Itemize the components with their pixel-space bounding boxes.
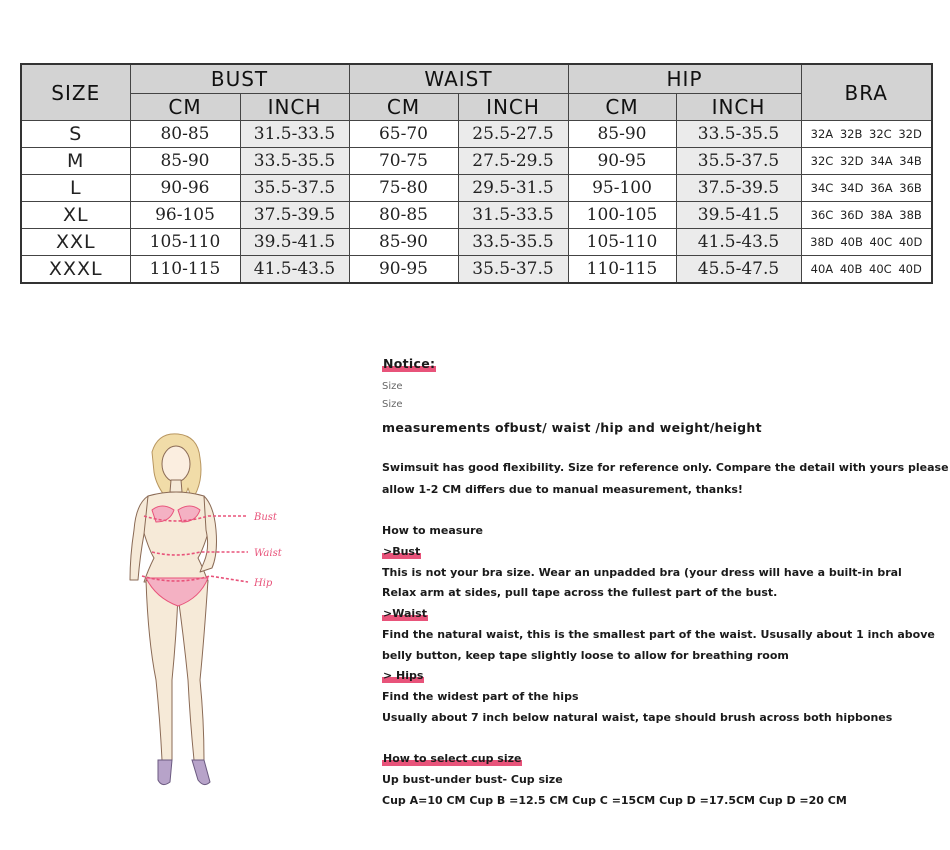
hips-heading: > Hips [383,669,424,682]
waist-inch-cell: 27.5-29.5 [458,148,568,175]
bust-cm-cell: 96-105 [130,202,240,229]
flexibility-line-1: Swimsuit has good flexibility. Size for reference only. Compare the detail with yours please [382,461,949,474]
notice-title-line [382,356,436,371]
bust-inch-cell: 33.5-35.5 [240,148,349,175]
bust-cm-cell: 105-110 [130,229,240,256]
bust-line-1: This is not your bra size. Wear an unpadded bra (your dress will have a built-in bral [382,566,902,579]
bra-cell: 40A 40B 40C 40D [801,256,932,284]
hip-inch-cell: 35.5-37.5 [676,148,801,175]
bust-inch-cell: 31.5-33.5 [240,121,349,148]
size-cell: L [21,175,130,202]
bust-cm-header: CM [130,94,240,121]
waist-cm-header: CM [349,94,458,121]
size-cell: M [21,148,130,175]
waist-cm-cell: 85-90 [349,229,458,256]
flexibility-line-2: allow 1-2 CM differs due to manual measurement, thanks! [382,483,743,496]
waist-cm-cell: 90-95 [349,256,458,284]
cup-line-1: Up bust-under bust- Cup size [382,773,563,786]
bust-heading: >Bust [383,545,421,558]
cup-heading-line [382,752,522,765]
cup-line-2: Cup A=10 CM Cup B =12.5 CM Cup C =15CM Cup D =17.5CM Cup D =20 CM [382,794,847,807]
size-cell: XXL [21,229,130,256]
waist-cm-cell: 75-80 [349,175,458,202]
bust-cm-cell: 80-85 [130,121,240,148]
bust-heading-line [382,545,421,558]
bra-cell: 38D 40B 40C 40D [801,229,932,256]
bust-inch-cell: 35.5-37.5 [240,175,349,202]
hip-cm-cell: 100-105 [568,202,676,229]
size-header: SIZE [21,64,130,121]
bust-cm-cell: 110-115 [130,256,240,284]
waist-inch-cell: 25.5-27.5 [458,121,568,148]
hip-inch-cell: 41.5-43.5 [676,229,801,256]
hip-label: Hip [254,578,273,589]
waist-cm-cell: 80-85 [349,202,458,229]
bust-inch-cell: 41.5-43.5 [240,256,349,284]
notice-title: Notice: [383,356,436,371]
size-note-1: Size [382,381,403,392]
bust-cm-cell: 85-90 [130,148,240,175]
bust-label: Bust [254,512,277,523]
waist-label: Waist [254,548,282,559]
bra-cell: 32C 32D 34A 34B [801,148,932,175]
bust-cm-cell: 90-96 [130,175,240,202]
hip-cm-cell: 95-100 [568,175,676,202]
waist-line-2: belly button, keep tape slightly loose to allow for breathing room [382,649,789,662]
how-to-measure-heading: How to measure [382,524,484,537]
table-row [21,202,932,229]
size-cell: XXXL [21,256,130,284]
hip-cm-cell: 105-110 [568,229,676,256]
hip-inch-header: INCH [676,94,801,121]
waist-heading: >Waist [383,607,427,620]
size-note-2: Size [382,399,403,410]
hips-heading-line [382,669,424,682]
bust-header: BUST [130,64,349,94]
bra-header: BRA [801,64,932,121]
hip-cm-cell: 90-95 [568,148,676,175]
size-chart-table [20,63,933,284]
bra-cell: 34C 34D 36A 36B [801,175,932,202]
waist-cm-cell: 65-70 [349,121,458,148]
hips-line-2: Usually about 7 inch below natural waist, tape should brush across both hipbones [382,711,893,724]
hip-header: HIP [568,64,801,94]
bust-inch-header: INCH [240,94,349,121]
waist-line-1: Find the natural waist, this is the smallest part of the waist. Ususally about 1 inch above [382,628,935,641]
waist-cm-cell: 70-75 [349,148,458,175]
hip-cm-cell: 110-115 [568,256,676,284]
body-measurement-figure [100,430,300,800]
hip-inch-cell: 33.5-35.5 [676,121,801,148]
bust-inch-cell: 37.5-39.5 [240,202,349,229]
hip-cm-cell: 85-90 [568,121,676,148]
bust-inch-cell: 39.5-41.5 [240,229,349,256]
hips-line-1: Find the widest part of the hips [382,690,579,703]
hip-inch-cell: 45.5-47.5 [676,256,801,284]
waist-heading-line [382,607,428,620]
hip-inch-cell: 39.5-41.5 [676,202,801,229]
hip-inch-cell: 37.5-39.5 [676,175,801,202]
waist-inch-cell: 29.5-31.5 [458,175,568,202]
waist-inch-header: INCH [458,94,568,121]
size-cell: XL [21,202,130,229]
bust-line-2: Relax arm at sides, pull tape across the fullest part of the bust. [382,586,778,599]
hip-cm-header: CM [568,94,676,121]
size-cell: S [21,121,130,148]
waist-inch-cell: 31.5-33.5 [458,202,568,229]
measurements-heading: measurements ofbust/ waist /hip and weight/height [382,420,762,435]
waist-inch-cell: 35.5-37.5 [458,256,568,284]
table-row [21,148,932,175]
table-row [21,229,932,256]
bra-cell: 36C 36D 38A 38B [801,202,932,229]
table-row [21,175,932,202]
cup-heading: How to select cup size [383,752,522,765]
bra-cell: 32A 32B 32C 32D [801,121,932,148]
waist-header: WAIST [349,64,568,94]
table-row [21,121,932,148]
waist-inch-cell: 33.5-35.5 [458,229,568,256]
table-row [21,256,932,284]
